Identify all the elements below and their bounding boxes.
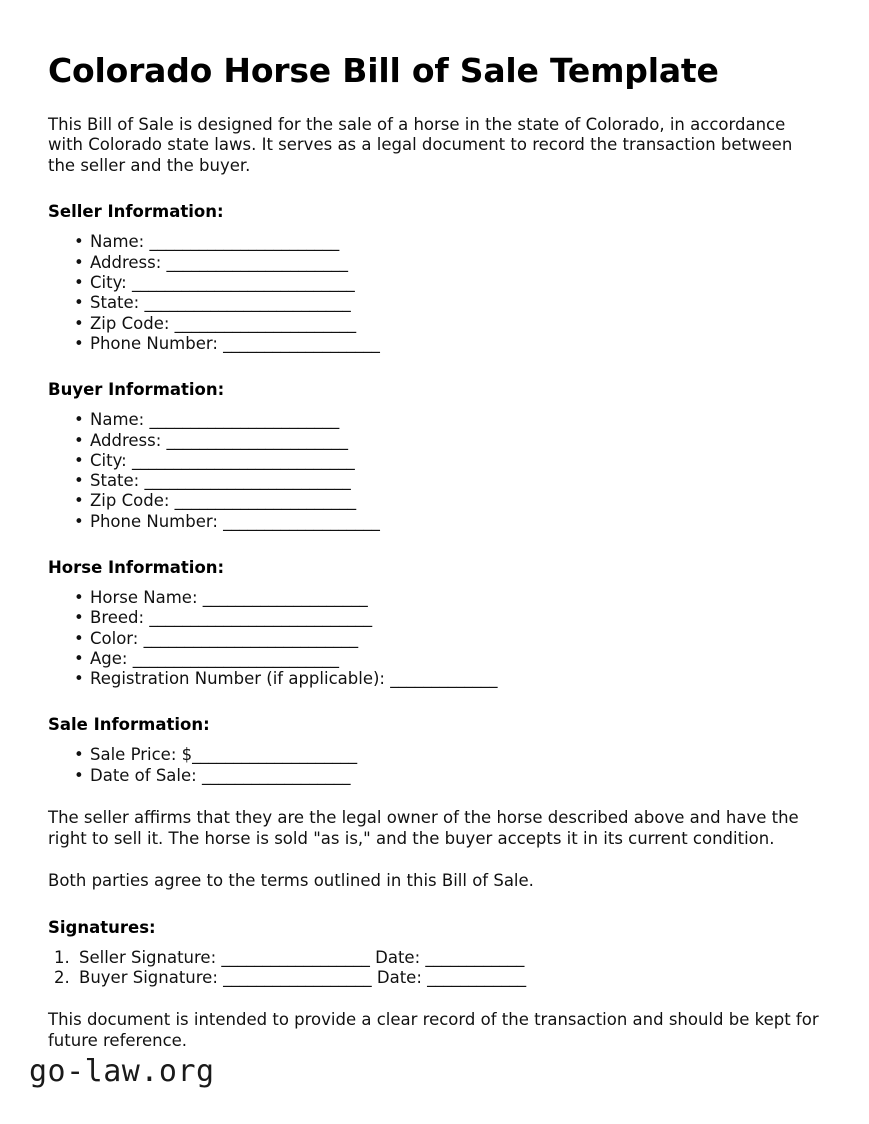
- affirmation-paragraph: The seller affirms that they are the legal owner of the horse described above and have the right to sell it. The horse is sold "as is," and the buyer accepts it in its current condition.: [48, 808, 799, 848]
- date-blank[interactable]: ____________: [427, 967, 527, 987]
- field-blank[interactable]: _________________________: [132, 648, 339, 668]
- field-label: Address:: [90, 252, 162, 272]
- list-item: [48, 334, 823, 354]
- field-blank[interactable]: ______________________: [166, 252, 349, 272]
- bullet-icon: •: [74, 252, 84, 272]
- agreement-paragraph: Both parties agree to the terms outlined in this Bill of Sale.: [48, 871, 534, 891]
- bullet-icon: •: [74, 333, 84, 353]
- list-item: [48, 629, 823, 649]
- date-label: Date:: [376, 967, 422, 987]
- bullet-icon: •: [74, 430, 84, 450]
- field-blank[interactable]: ______________________: [166, 430, 349, 450]
- list-item: [48, 588, 823, 608]
- list-item: [48, 431, 823, 451]
- field-label: Color:: [90, 628, 139, 648]
- list-item: [48, 451, 823, 471]
- field-blank[interactable]: _____________: [390, 669, 498, 689]
- field-label: Horse Name:: [90, 588, 198, 607]
- list-item: [48, 232, 823, 252]
- field-label: Name:: [90, 232, 145, 252]
- date-label: Date:: [375, 947, 421, 967]
- signature-label: Buyer Signature:: [79, 967, 218, 987]
- bullet-icon: •: [74, 491, 84, 511]
- bullet-icon: •: [74, 588, 84, 607]
- bullet-icon: •: [74, 471, 84, 491]
- buyer-information-heading: Buyer Information:: [48, 380, 225, 400]
- field-label: City:: [90, 273, 127, 293]
- field-label: Zip Code:: [90, 491, 170, 511]
- horse-field-list: [48, 588, 823, 689]
- list-number: 1.: [54, 947, 70, 967]
- field-label: Name:: [90, 410, 145, 430]
- field-label: Phone Number:: [90, 333, 218, 353]
- bullet-icon: •: [74, 745, 84, 765]
- signature-label: Seller Signature:: [79, 947, 217, 967]
- list-item: [48, 948, 823, 968]
- site-watermark: go-law.org: [29, 1054, 215, 1089]
- sale-field-list: [48, 745, 823, 786]
- list-item: [48, 491, 823, 511]
- bullet-icon: •: [74, 273, 84, 293]
- list-number: 2.: [54, 967, 70, 987]
- signature-blank[interactable]: __________________: [221, 947, 370, 967]
- field-label: City:: [90, 450, 127, 470]
- sale-information-heading: Sale Information:: [48, 715, 210, 735]
- field-label: Age:: [90, 648, 128, 668]
- list-item: [48, 293, 823, 313]
- intro-paragraph: This Bill of Sale is designed for the sale of a horse in the state of Colorado, in accordance with Colorado state laws. It serves as a legal document to record the transaction between the seller and the buyer.: [48, 114, 793, 175]
- list-item: [48, 253, 823, 273]
- bullet-icon: •: [74, 628, 84, 648]
- signature-blank[interactable]: __________________: [223, 967, 372, 987]
- field-blank[interactable]: _________________________: [144, 293, 351, 313]
- field-blank[interactable]: ____________________: [202, 588, 368, 607]
- page-title: Colorado Horse Bill of Sale Template: [48, 51, 719, 90]
- signature-list: [48, 948, 823, 989]
- list-item: [48, 766, 823, 786]
- list-item: [48, 669, 823, 689]
- list-item: [48, 410, 823, 430]
- bullet-icon: •: [74, 765, 84, 785]
- field-blank[interactable]: ___________________________: [149, 608, 373, 628]
- field-blank[interactable]: ___________________: [223, 333, 380, 353]
- list-item: [48, 512, 823, 532]
- bullet-icon: •: [74, 669, 84, 689]
- seller-field-list: [48, 232, 823, 354]
- field-label: Registration Number (if applicable):: [90, 669, 385, 689]
- field-label: Breed:: [90, 608, 145, 628]
- horse-information-heading: Horse Information:: [48, 558, 225, 577]
- bullet-icon: •: [74, 648, 84, 668]
- closing-paragraph: This document is intended to provide a clear record of the transaction and should be kept for future reference.: [48, 1010, 819, 1050]
- field-blank[interactable]: ______________________: [174, 313, 357, 333]
- field-blank[interactable]: _________________________: [144, 471, 351, 491]
- list-item: [48, 314, 823, 334]
- bullet-icon: •: [74, 232, 84, 252]
- list-item: [48, 649, 823, 669]
- field-blank[interactable]: _______________________: [149, 410, 340, 430]
- field-label: Zip Code:: [90, 313, 170, 333]
- field-blank[interactable]: ___________________________: [131, 273, 355, 293]
- list-item: [48, 273, 823, 293]
- bullet-icon: •: [74, 450, 84, 470]
- field-blank[interactable]: __________________: [201, 765, 351, 785]
- buyer-field-list: [48, 410, 823, 532]
- field-blank[interactable]: ____________________: [192, 745, 358, 765]
- field-blank[interactable]: ___________________________: [131, 450, 355, 470]
- field-blank[interactable]: __________________________: [143, 628, 359, 648]
- list-item: [48, 471, 823, 491]
- list-item: [48, 745, 823, 765]
- signatures-heading: Signatures:: [48, 917, 156, 937]
- document-content: [48, 52, 823, 1051]
- field-blank[interactable]: ______________________: [174, 491, 357, 511]
- field-label: Sale Price: $: [90, 745, 193, 765]
- field-blank[interactable]: ___________________: [223, 511, 380, 531]
- field-label: State:: [90, 293, 140, 313]
- bullet-icon: •: [74, 511, 84, 531]
- field-label: Date of Sale:: [90, 765, 197, 785]
- field-blank[interactable]: _______________________: [149, 232, 340, 252]
- list-item: [48, 968, 823, 988]
- field-label: Address:: [90, 430, 162, 450]
- bullet-icon: •: [74, 293, 84, 313]
- list-item: [48, 608, 823, 628]
- field-label: Phone Number:: [90, 511, 218, 531]
- bullet-icon: •: [74, 608, 84, 628]
- seller-information-heading: Seller Information:: [48, 202, 224, 222]
- bullet-icon: •: [74, 410, 84, 430]
- field-label: State:: [90, 471, 140, 491]
- bullet-icon: •: [74, 313, 84, 333]
- date-blank[interactable]: ____________: [425, 947, 525, 967]
